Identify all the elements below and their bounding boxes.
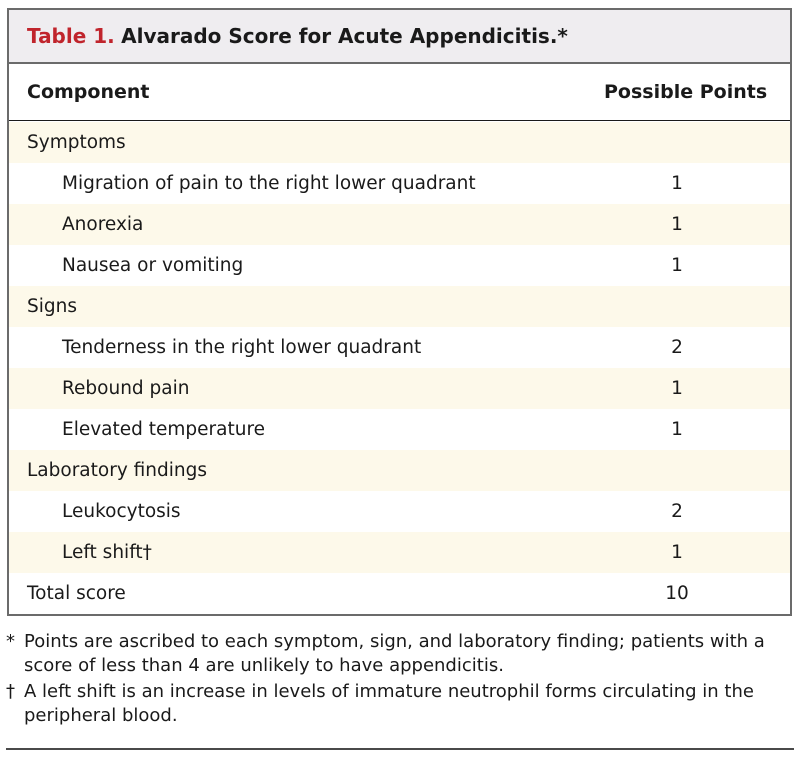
row-label: Signs bbox=[27, 296, 77, 317]
row-points: 1 bbox=[671, 173, 683, 194]
row-points: 1 bbox=[671, 255, 683, 276]
table-row bbox=[9, 368, 790, 409]
table-row bbox=[9, 245, 790, 286]
row-points: 1 bbox=[671, 214, 683, 235]
table-row bbox=[9, 409, 790, 450]
row-label: Total score bbox=[27, 583, 126, 604]
table-row bbox=[9, 532, 790, 573]
table-frame bbox=[7, 8, 792, 616]
table-row bbox=[9, 491, 790, 532]
row-label: Rebound pain bbox=[62, 378, 190, 399]
table-row bbox=[9, 163, 790, 204]
footnote-text: Points are ascribed to each symptom, sign, and laboratory finding; patients with a score of less than 4 are unlikely to have appendicitis. bbox=[24, 631, 765, 676]
row-label: Elevated temperature bbox=[62, 419, 266, 440]
table-footnotes bbox=[6, 630, 791, 730]
row-points: 1 bbox=[671, 378, 683, 399]
header-component: Component bbox=[27, 81, 150, 103]
row-label: Symptoms bbox=[27, 132, 126, 153]
row-label: Left shift† bbox=[62, 542, 152, 563]
footnote bbox=[6, 680, 791, 728]
table-row bbox=[9, 204, 790, 245]
table-row bbox=[9, 327, 790, 368]
row-label: Nausea or vomiting bbox=[62, 255, 244, 276]
footnote bbox=[6, 630, 791, 678]
row-label: Laboratory findings bbox=[27, 460, 208, 481]
footnote-mark: * bbox=[6, 631, 15, 652]
row-points: 1 bbox=[671, 542, 683, 563]
header-possible-points: Possible Points bbox=[604, 81, 768, 103]
footnote-text: A left shift is an increase in levels of immature neutrophil forms circulating in the peripheral blood. bbox=[24, 681, 754, 726]
row-label: Tenderness in the right lower quadrant bbox=[62, 337, 422, 358]
row-points: 2 bbox=[671, 337, 683, 358]
table-row bbox=[9, 450, 790, 491]
table-title-bar bbox=[9, 10, 790, 64]
table-row bbox=[9, 122, 790, 163]
row-label: Migration of pain to the right lower quadrant bbox=[62, 173, 476, 194]
table-label: Table 1. bbox=[27, 24, 115, 48]
footnote-mark: † bbox=[6, 681, 15, 702]
row-label: Anorexia bbox=[62, 214, 144, 235]
bottom-rule bbox=[6, 748, 794, 750]
row-points: 2 bbox=[671, 501, 683, 522]
table-header-row bbox=[9, 64, 790, 121]
table-title-text: Alvarado Score for Acute Appendicitis.* bbox=[121, 24, 568, 48]
table-title bbox=[27, 24, 568, 48]
table-row bbox=[9, 573, 790, 614]
row-points: 10 bbox=[665, 583, 689, 604]
row-points: 1 bbox=[671, 419, 683, 440]
table-row bbox=[9, 286, 790, 327]
row-label: Leukocytosis bbox=[62, 501, 181, 522]
